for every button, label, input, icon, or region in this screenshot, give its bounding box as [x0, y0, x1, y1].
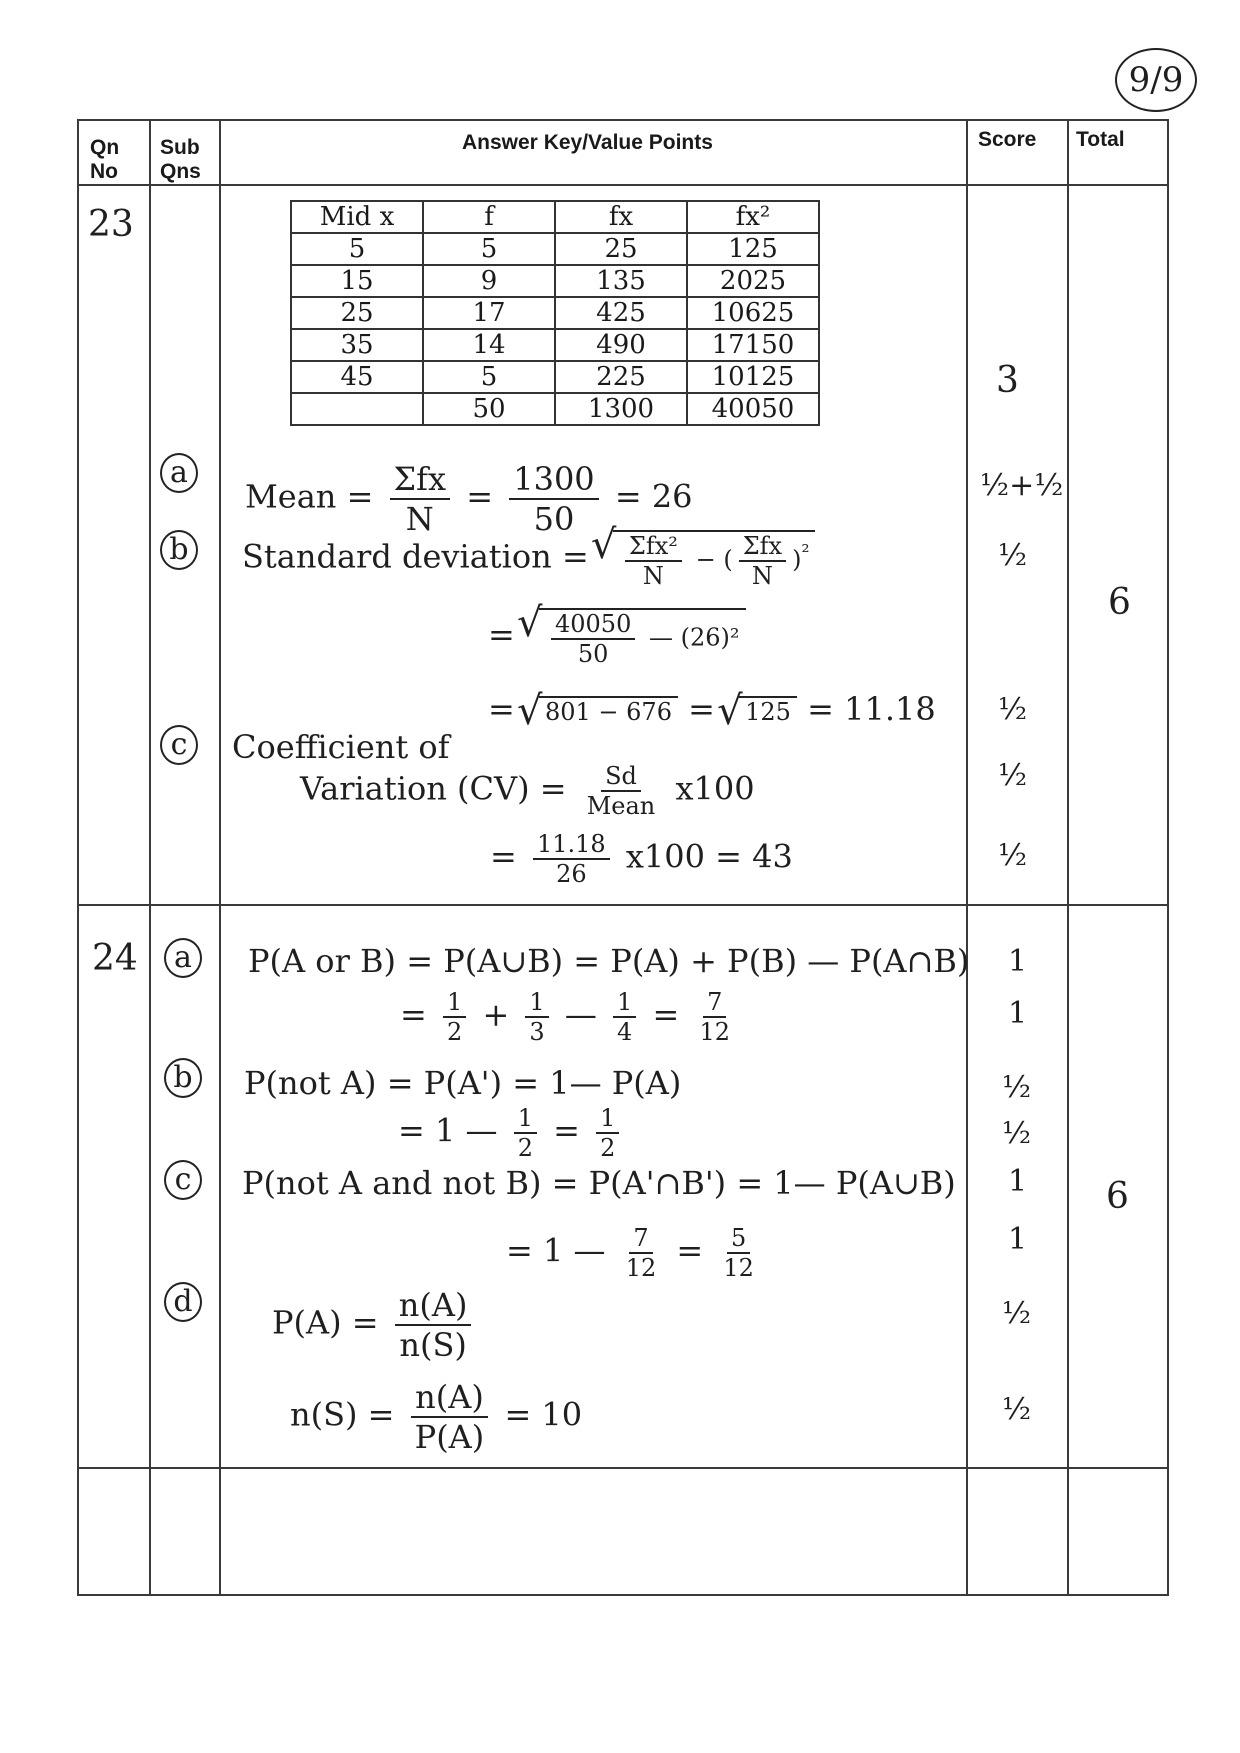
- frequency-table-header-cell: Mid x: [291, 201, 423, 233]
- sub-label-23b: b: [160, 530, 198, 570]
- frequency-table-row: [291, 265, 819, 297]
- frequency-table-header-cell: f: [423, 201, 555, 233]
- frequency-table-cell: 425: [555, 297, 687, 329]
- q24a-union-result: = $\frac{1}{2}$ + $\frac{1}{3}$ — $\frac{1}{4}$ = $\frac{7}{12}$: [400, 988, 731, 1046]
- question-number-24: 24: [92, 938, 138, 979]
- q24a-score-2: 1: [1008, 996, 1028, 1031]
- frequency-table-cell: 45: [291, 361, 423, 393]
- frequency-table-cell: 10625: [687, 297, 819, 329]
- frequency-table-row: [291, 361, 819, 393]
- frequency-table-header-cell: fx: [555, 201, 687, 233]
- q23c-score-1: ½: [998, 758, 1028, 793]
- header-answer-key: Answer Key/Value Points: [462, 131, 713, 154]
- frequency-table-row: [291, 393, 819, 425]
- sub-label-24a: a: [164, 938, 202, 978]
- q24d-score-2: ½: [1002, 1392, 1032, 1427]
- frequency-table-cell: 2025: [687, 265, 819, 297]
- q24b-score-2: ½: [1002, 1116, 1032, 1151]
- frequency-table-cell: 15: [291, 265, 423, 297]
- frequency-table-cell: 17: [423, 297, 555, 329]
- frequency-table-row: [291, 297, 819, 329]
- q24d-probability-formula: P(A) = $\frac{n(A)}{n(S)}$: [272, 1286, 477, 1364]
- frequency-table-cell: 25: [555, 233, 687, 265]
- q24a-union-formula: P(A or B) = P(A∪B) = P(A) + P(B) — P(A∩B): [248, 942, 970, 980]
- q23b-sd-formula: Standard deviation = √ $\frac{\text{Σfx²}}{N}$ − ( $\frac{\text{Σfx}}{N}$ )$^{^2}$: [242, 530, 815, 590]
- frequency-table-cell: 5: [423, 233, 555, 265]
- q24c-neither-formula: P(not A and not B) = P(A'∩B') = 1— P(A∪B): [242, 1164, 956, 1202]
- sub-label-23c: c: [160, 725, 198, 765]
- page-number-mark: 9/9: [1115, 48, 1197, 112]
- q24c-score-1: 1: [1008, 1164, 1028, 1199]
- frequency-table-cell: 490: [555, 329, 687, 361]
- q24c-score-2: 1: [1008, 1222, 1028, 1257]
- q23c-score-2: ½: [998, 838, 1028, 873]
- frequency-table-header: [291, 201, 819, 233]
- q23c-cv-formula: Variation (CV) = $\frac{Sd}{\text{Mean}}$ x100: [300, 762, 755, 820]
- q23b-score-1: ½: [998, 538, 1028, 573]
- q23c-cv-heading: Coefficient of: [232, 728, 450, 766]
- sub-label-24d: d: [164, 1282, 202, 1322]
- q23a-mean-formula: Mean = $\frac{\text{Σfx}}{N}$ = $\frac{1300}{50}$ = 26: [245, 460, 693, 538]
- frequency-table: [290, 200, 820, 426]
- sub-label-24b: b: [164, 1058, 202, 1098]
- q23-total: 6: [1108, 582, 1131, 623]
- header-sub-qns: Sub Qns: [160, 136, 201, 183]
- frequency-table-cell: 5: [423, 361, 555, 393]
- q24b-score-1: ½: [1002, 1070, 1032, 1105]
- frequency-table-cell: 9: [423, 265, 555, 297]
- frequency-table-header-cell: fx²: [687, 201, 819, 233]
- frequency-table-cell: [291, 393, 423, 425]
- frequency-table-row: [291, 329, 819, 361]
- q24d-sample-space: n(S) = $\frac{n(A)}{P(A)}$ = 10: [290, 1378, 583, 1456]
- q24b-complement-formula: P(not A) = P(A') = 1— P(A): [244, 1064, 682, 1102]
- q24c-neither-result: = 1 — $\frac{7}{12}$ = $\frac{5}{12}$: [506, 1224, 754, 1282]
- q23b-sd-step-3: = √ 801 − 676 = √ 125 = 11.18: [488, 690, 936, 728]
- question-number-23: 23: [88, 204, 134, 245]
- q23b-sd-step-2: = √ $\frac{40050}{50}$ — (26)²: [488, 608, 746, 668]
- q24b-complement-result: = 1 — $\frac{1}{2}$ = $\frac{1}{2}$: [398, 1104, 625, 1162]
- q24a-score-1: 1: [1008, 944, 1028, 979]
- sub-label-23a: a: [160, 453, 198, 493]
- header-total: Total: [1076, 128, 1125, 151]
- frequency-table-cell: 50: [423, 393, 555, 425]
- frequency-table-cell: 25: [291, 297, 423, 329]
- q23-table-score: 3: [996, 360, 1019, 401]
- frequency-table-row: [291, 233, 819, 265]
- frequency-table-cell: 14: [423, 329, 555, 361]
- header-score: Score: [978, 128, 1037, 151]
- q23b-score-2: ½: [998, 692, 1028, 727]
- q24-total: 6: [1106, 1176, 1129, 1217]
- frequency-table-cell: 125: [687, 233, 819, 265]
- frequency-table-cell: 135: [555, 265, 687, 297]
- q23c-cv-result: = $\frac{11.18}{26}$ x100 = 43: [490, 830, 793, 888]
- sub-label-24c: c: [164, 1160, 202, 1200]
- frequency-table-cell: 35: [291, 329, 423, 361]
- frequency-table-cell: 1300: [555, 393, 687, 425]
- q24d-score-1: ½: [1002, 1296, 1032, 1331]
- frequency-table-cell: 225: [555, 361, 687, 393]
- frequency-table-cell: 17150: [687, 329, 819, 361]
- frequency-table-cell: 10125: [687, 361, 819, 393]
- header-qn-no: Qn No: [90, 136, 120, 183]
- frequency-table-cell: 40050: [687, 393, 819, 425]
- q23a-score: ½+½: [980, 468, 1064, 503]
- frequency-table-cell: 5: [291, 233, 423, 265]
